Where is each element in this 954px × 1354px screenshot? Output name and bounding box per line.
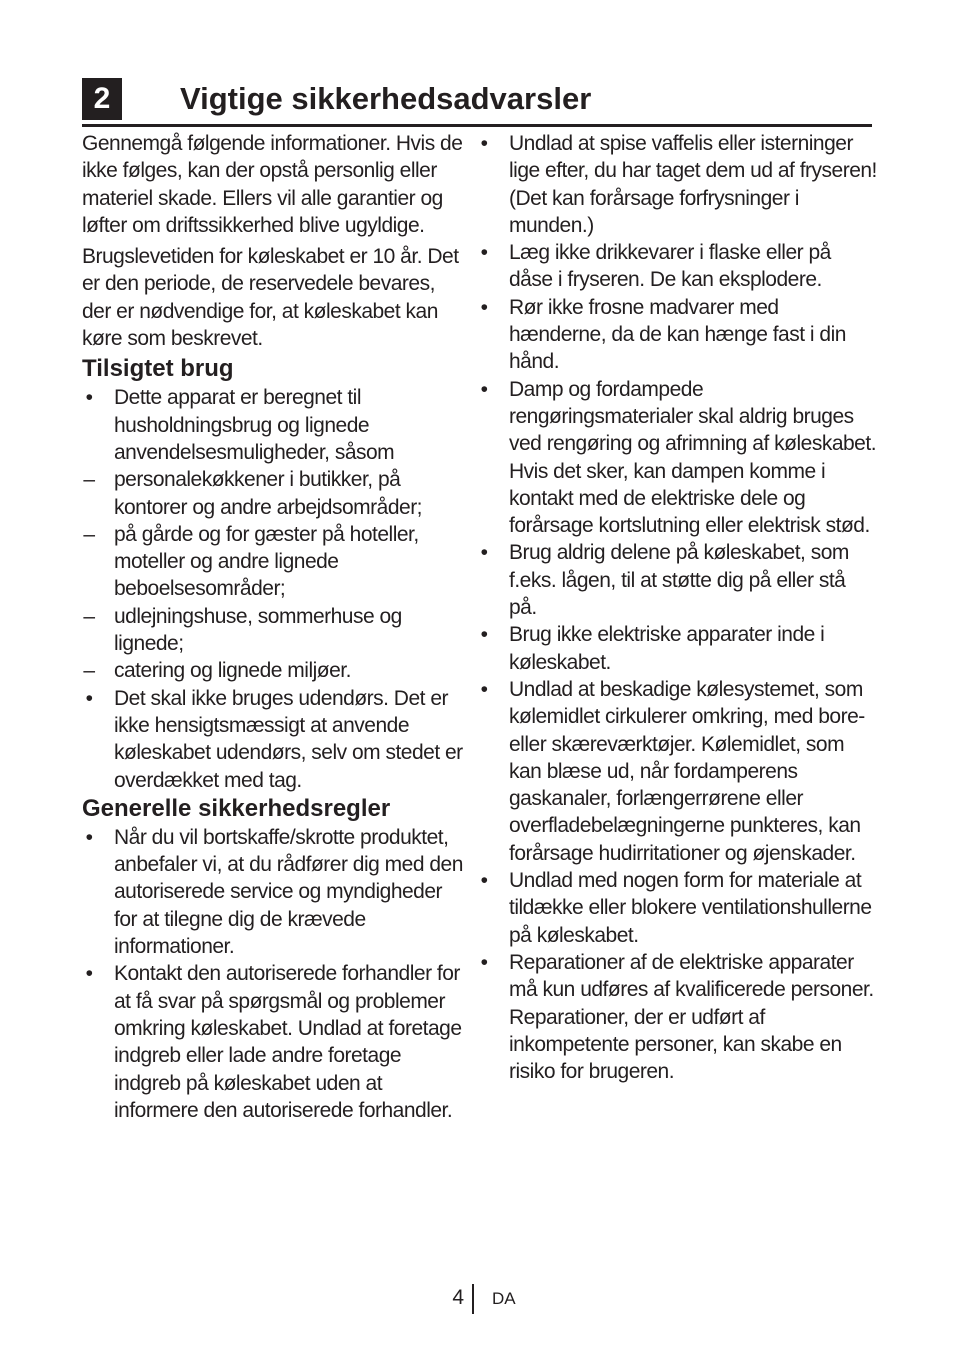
bullet-marker: • bbox=[480, 295, 488, 319]
list-item-text: Når du vil bortskaffe/skrotte produktet, anbefaler vi, at du rådfører dig med den autoriserede service og myndigheder for at tilegne dig de krævede informationer. bbox=[114, 825, 463, 959]
dash-marker: – bbox=[83, 468, 95, 492]
list-item bbox=[477, 539, 877, 621]
general-rules-list-left bbox=[82, 824, 467, 1124]
bullet-marker: • bbox=[480, 541, 488, 565]
list-item bbox=[82, 685, 467, 794]
dash-marker: – bbox=[83, 522, 95, 546]
bullet-marker: • bbox=[480, 377, 488, 401]
general-rules-list-right bbox=[477, 130, 877, 1085]
list-item bbox=[477, 867, 877, 949]
list-item bbox=[82, 657, 467, 684]
page-title: Vigtige sikkerhedsadvarsler bbox=[180, 81, 592, 116]
list-item bbox=[82, 603, 467, 658]
list-item-text: udlejningshuse, sommerhuse og lignede; bbox=[114, 604, 402, 656]
bullet-marker: • bbox=[85, 386, 93, 410]
list-item bbox=[477, 949, 877, 1085]
list-item bbox=[477, 239, 877, 294]
list-item bbox=[82, 466, 467, 521]
section-header bbox=[82, 74, 872, 127]
list-item-text: Læg ikke drikkevarer i flaske eller på dåse i fryseren. De kan eksplodere. bbox=[509, 241, 831, 292]
language-code: DA bbox=[492, 1289, 516, 1308]
list-item-text: på gårde og for gæster på hoteller, moteller og andre lignede beboelsesområder; bbox=[114, 522, 419, 601]
general-rules-heading: Generelle sikkerhedsregler bbox=[82, 794, 391, 822]
intended-use-heading: Tilsigtet brug bbox=[82, 355, 234, 383]
list-item bbox=[477, 294, 877, 376]
list-item bbox=[477, 621, 877, 676]
bullet-marker: • bbox=[480, 623, 488, 647]
page-footer bbox=[0, 1284, 954, 1314]
list-item-text: Undlad med nogen form for materiale at tildække eller blokere ventilationshullerne på køleskabet. bbox=[509, 869, 872, 947]
list-item-text: Kontakt den autoriserede forhandler for at få svar på spørgsmål og problemer omkring køleskabet. Undlad at foretage indgreb eller lade andre foretage indgreb på køleskabet uden at informere den autoriserede forhandler. bbox=[114, 962, 462, 1122]
list-item bbox=[477, 676, 877, 867]
bullet-marker: • bbox=[480, 132, 488, 155]
dash-marker: – bbox=[83, 659, 95, 683]
list-item-text: Det skal ikke bruges udendørs. Det er ikke hensigtsmæssigt at anvende køleskabet udendørs, selv om stedet er overdækket med tag. bbox=[114, 686, 463, 792]
bullet-marker: • bbox=[480, 869, 488, 893]
list-item bbox=[82, 824, 467, 960]
list-item-text: Undlad at spise vaffelis eller isterninger lige efter, du har taget dem ud af fryseren! (Det kan forårsage forfrysninger i munden.) bbox=[509, 132, 877, 237]
list-item-text: Reparationer af de elektriske apparater må kun udføres af kvalificerede personer. Reparationer, der er udført af inkompetente personer, kan skabe en risiko for brugeren. bbox=[509, 950, 874, 1084]
list-item bbox=[477, 376, 877, 540]
intro-paragraph: Brugslevetiden for køleskabet er 10 år. Det er den periode, de reservedele bevares, der er nødvendige for, at køleskabet kan køre som beskrevet. bbox=[82, 245, 459, 351]
bullet-marker: • bbox=[480, 241, 488, 265]
section-number-badge: 2 bbox=[82, 78, 122, 120]
bullet-marker: • bbox=[85, 686, 93, 710]
list-item-text: Dette apparat er beregnet til husholdningsbrug og lignede anvendelsesmuligheder, såsom bbox=[114, 386, 395, 464]
dash-marker: – bbox=[83, 604, 95, 628]
list-item-text: Brug ikke elektriske apparater inde i køleskabet. bbox=[509, 623, 825, 674]
footer-divider bbox=[472, 1284, 474, 1314]
right-column bbox=[477, 130, 877, 1085]
bullet-marker: • bbox=[85, 962, 93, 986]
list-item bbox=[82, 521, 467, 603]
list-item-text: Brug aldrig delene på køleskabet, som f.eks. lågen, til at støtte dig på eller stå på. bbox=[509, 541, 849, 620]
list-item-text: catering og lignede miljøer. bbox=[114, 659, 351, 683]
list-item bbox=[477, 130, 877, 239]
list-item bbox=[82, 384, 467, 466]
list-item bbox=[82, 960, 467, 1124]
bullet-marker: • bbox=[480, 950, 488, 974]
list-item-text: Undlad at beskadige kølesystemet, som kølemidlet cirkulerer omkring, med bore- eller skæreværktøjer. Kølemidlet, som kan blæse ud, når fordamperens gaskanaler, forlængerrørene eller overfladebelægningerne punkteres, kan forårsage hudirritationer og øjenskader. bbox=[509, 677, 865, 865]
bullet-marker: • bbox=[480, 677, 488, 701]
list-item-text: personalekøkkener i butikker, på kontorer og andre arbejdsområder; bbox=[114, 468, 423, 519]
intended-use-list bbox=[82, 384, 467, 793]
intro-paragraph: Gennemgå følgende informationer. Hvis de ikke følges, kan der opstå personlig eller materiel skade. Ellers vil alle garantier og løfter om driftssikkerhed blive ugyldige. bbox=[82, 132, 463, 237]
list-item-text: Rør ikke frosne madvarer med hænderne, da de kan hænge fast i din hånd. bbox=[509, 295, 846, 374]
page-number: 4 bbox=[452, 1286, 464, 1309]
list-item-text: Damp og fordampede rengøringsmaterialer skal aldrig bruges ved rengøring og afrimning af køleskabet. Hvis det sker, kan dampen komme i kontakt med de elektriske dele og forårsage kortslutning eller elektrisk stød. bbox=[509, 377, 877, 538]
bullet-marker: • bbox=[85, 825, 93, 849]
left-column bbox=[82, 130, 467, 1124]
